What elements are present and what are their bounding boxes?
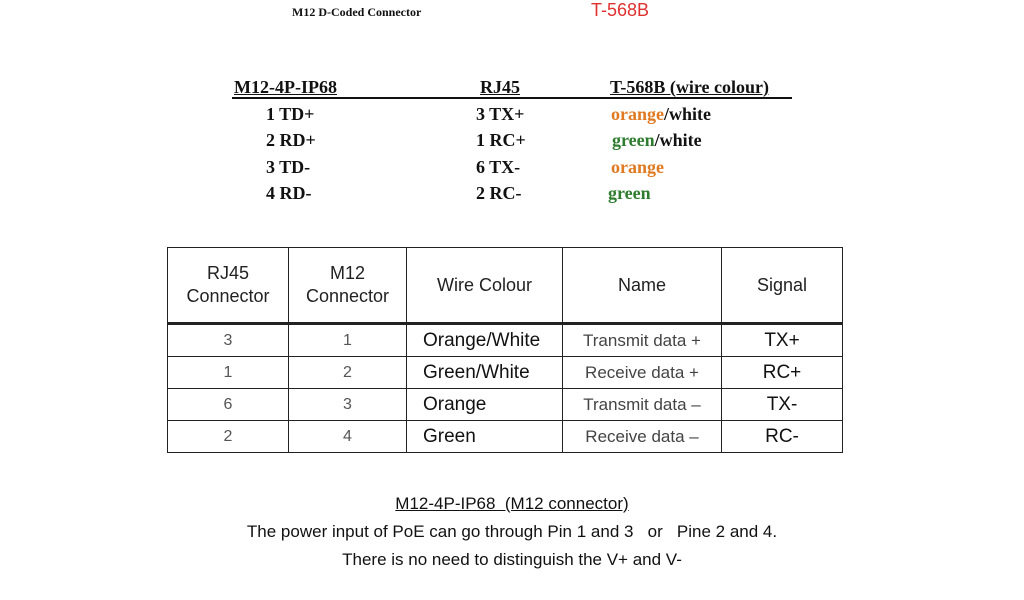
cell-colour: Orange/White	[407, 324, 563, 357]
mapping-header-t568b: T-568B (wire colour)	[610, 77, 769, 97]
cell-signal: TX-	[722, 389, 843, 421]
mapping-wire-colour	[612, 130, 702, 151]
mapping-rj45-pin: 3 TX+	[476, 104, 525, 124]
table-row	[168, 357, 843, 389]
cell-name: Receive data +	[563, 357, 722, 389]
cell-m12: 3	[289, 389, 407, 421]
cell-m12: 2	[289, 357, 407, 389]
mapping-rj45-pin: 2 RC-	[476, 183, 522, 203]
header-signal: Signal	[722, 248, 843, 324]
colour-word: orange	[611, 157, 664, 177]
note-line-2: There is no need to distinguish the V+ and V-	[342, 550, 682, 569]
header-rj45-connector: RJ45 Connector	[168, 248, 289, 324]
note-title: M12-4P-IP68 (M12 connector)	[395, 494, 629, 513]
cell-name: Transmit data –	[563, 389, 722, 421]
mapping-wire-colour	[608, 183, 651, 204]
cell-name: Receive data –	[563, 421, 722, 453]
mapping-header-m12: M12-4P-IP68	[234, 77, 337, 97]
mapping-divider	[232, 97, 792, 99]
standard-title: T-568B	[591, 0, 650, 20]
table-row	[168, 421, 843, 453]
colour-suffix: /white	[654, 130, 702, 150]
mapping-m12-pin: 2 RD+	[266, 130, 316, 150]
cell-colour: Orange	[407, 389, 563, 421]
colour-suffix: /white	[664, 104, 711, 124]
colour-word: orange	[611, 104, 664, 124]
table-row	[168, 324, 843, 357]
mapping-wire-colour	[611, 157, 664, 178]
mapping-wire-colour	[611, 104, 711, 125]
table-row	[168, 389, 843, 421]
header-m12-connector: M12 Connector	[289, 248, 407, 324]
cell-rj45: 1	[168, 357, 289, 389]
cell-colour: Green/White	[407, 357, 563, 389]
wiring-table	[167, 247, 843, 453]
colour-word: green	[608, 183, 651, 203]
cell-signal: RC-	[722, 421, 843, 453]
cell-signal: RC+	[722, 357, 843, 389]
cell-m12: 1	[289, 324, 407, 357]
mapping-m12-pin: 1 TD+	[266, 104, 315, 124]
table-header-row	[168, 248, 843, 324]
cell-rj45: 3	[168, 324, 289, 357]
mapping-rj45-pin: 6 TX-	[476, 157, 521, 177]
cell-rj45: 6	[168, 389, 289, 421]
colour-word: green	[612, 130, 655, 150]
mapping-m12-pin: 4 RD-	[266, 183, 312, 203]
cell-rj45: 2	[168, 421, 289, 453]
mapping-header-rj45: RJ45	[480, 77, 520, 97]
cell-name: Transmit data +	[563, 324, 722, 357]
cell-colour: Green	[407, 421, 563, 453]
header-wire-colour: Wire Colour	[407, 248, 563, 324]
header-name: Name	[563, 248, 722, 324]
mapping-m12-pin: 3 TD-	[266, 157, 311, 177]
mapping-rj45-pin: 1 RC+	[476, 130, 526, 150]
cell-m12: 4	[289, 421, 407, 453]
connector-title: M12 D-Coded Connector	[292, 5, 422, 19]
note-line-1: The power input of PoE can go through Pin 1 and 3 or Pine 2 and 4.	[246, 522, 778, 541]
cell-signal: TX+	[722, 324, 843, 357]
